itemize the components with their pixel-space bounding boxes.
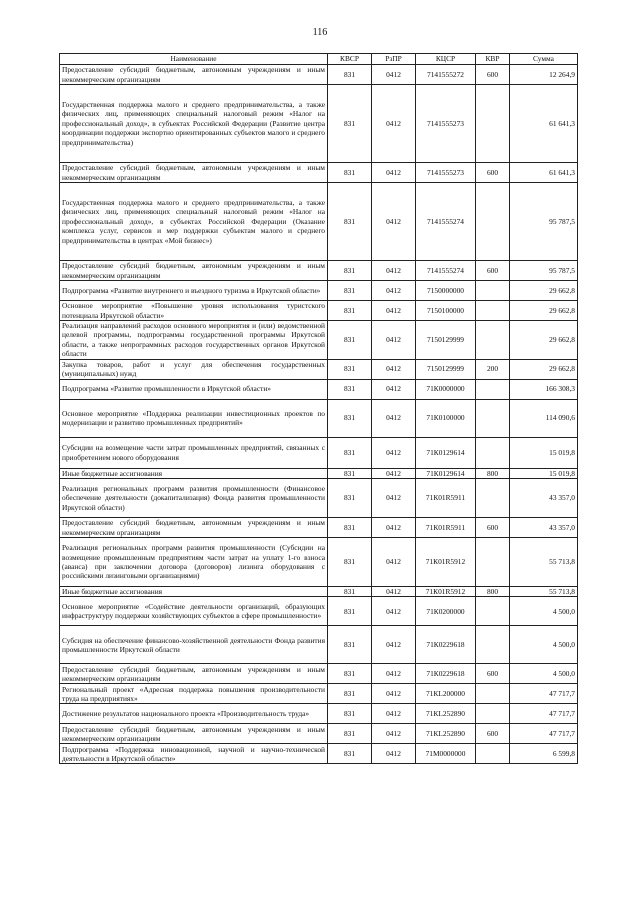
cell-kvsr: 831 [328,538,372,587]
cell-kcsr: 71КL252890 [416,724,476,744]
cell-kvsr: 831 [328,744,372,764]
cell-kvr: 600 [476,163,510,183]
cell-rzpr: 0412 [372,261,416,281]
cell-sum: 166 308,3 [510,379,578,399]
cell-sum: 15 019,8 [510,437,578,468]
cell-name: Подпрограмма «Развитие промышленности в Иркутской области» [60,379,328,399]
cell-sum: 95 787,5 [510,261,578,281]
cell-kvsr: 831 [328,321,372,360]
cell-kvr [476,399,510,437]
cell-kvsr: 831 [328,597,372,626]
cell-kvr: 200 [476,359,510,379]
cell-sum: 6 599,8 [510,744,578,764]
cell-kvr [476,626,510,664]
cell-sum: 12 264,9 [510,65,578,85]
cell-kcsr: 71К0129614 [416,437,476,468]
cell-rzpr: 0412 [372,359,416,379]
cell-name: Государственная поддержка малого и среднего предпринимательства, а также физических лиц, применяющих специальный налоговый режим «Налог на профессиональный доход», в субъектах Российской Федерации (Оказание комплекса услуг, сервисов и мер поддержки субъектам малого и среднего предпринимательства в центрах «Мой бизнес») [60,183,328,261]
cell-rzpr: 0412 [372,85,416,163]
cell-rzpr: 0412 [372,597,416,626]
cell-name: Предоставление субсидий бюджетным, автономным учреждениям и иным некоммерческим организациям [60,163,328,183]
cell-sum: 29 662,8 [510,301,578,321]
cell-rzpr: 0412 [372,587,416,597]
table-row [60,587,578,597]
cell-kcsr: 71К01R5912 [416,587,476,597]
table-row [60,468,578,478]
cell-rzpr: 0412 [372,399,416,437]
cell-rzpr: 0412 [372,468,416,478]
table-row [60,261,578,281]
cell-name: Основное мероприятие «Содействие деятельности организаций, образующих инфраструктуру поддержки хозяйствующих субъектов в сфере промышленности» [60,597,328,626]
cell-name: Реализация направлений расходов основного мероприятия и (или) ведомственной целевой программы, подпрограммы государственной программы Иркутской области, а также непрограммных расходов государственных органов Иркутской области [60,321,328,360]
table-row [60,479,578,518]
cell-sum: 47 717,7 [510,724,578,744]
table-row [60,518,578,538]
table-row [60,437,578,468]
cell-kcsr: 71К0229618 [416,626,476,664]
table-row [60,597,578,626]
cell-name: Основное мероприятие «Повышение уровня использования туристского потенциала Иркутской области» [60,301,328,321]
cell-kvsr: 831 [328,587,372,597]
cell-kvsr: 831 [328,704,372,724]
cell-kcsr: 7150000000 [416,281,476,301]
cell-kcsr: 71К0229618 [416,664,476,684]
cell-kvr: 600 [476,65,510,85]
cell-sum: 29 662,8 [510,321,578,360]
table-row [60,538,578,587]
table-row [60,379,578,399]
cell-kvsr: 831 [328,85,372,163]
cell-kcsr: 7141555273 [416,163,476,183]
cell-name: Субсидии на возмещение части затрат промышленных предприятий, связанных с приобретением нового оборудования [60,437,328,468]
cell-kvr: 800 [476,587,510,597]
cell-sum: 43 357,0 [510,479,578,518]
cell-name: Достижение результатов национального проекта «Производительность труда» [60,704,328,724]
table-row [60,626,578,664]
cell-name: Основное мероприятие «Поддержка реализации инвестиционных проектов по модернизации и развитию промышленных предприятий» [60,399,328,437]
cell-kvr: 600 [476,664,510,684]
cell-kcsr: 71М0000000 [416,744,476,764]
column-header-kvr: КВР [476,54,510,65]
table-row [60,704,578,724]
cell-kcsr: 71К0100000 [416,399,476,437]
cell-kvsr: 831 [328,301,372,321]
cell-name: Региональный проект «Адресная поддержка повышения производительности труда на предприятиях» [60,684,328,704]
cell-kcsr: 71К0200000 [416,597,476,626]
cell-name: Подпрограмма «Поддержка инновационной, научной и научно-технической деятельности в Иркутской области» [60,744,328,764]
cell-kvr [476,744,510,764]
table-row [60,65,578,85]
budget-table [59,53,578,764]
table-row [60,724,578,744]
cell-sum: 95 787,5 [510,183,578,261]
cell-kvsr: 831 [328,183,372,261]
cell-kcsr: 7150129999 [416,359,476,379]
table-row [60,85,578,163]
table-row [60,399,578,437]
cell-rzpr: 0412 [372,281,416,301]
cell-rzpr: 0412 [372,321,416,360]
cell-rzpr: 0412 [372,684,416,704]
table-row [60,359,578,379]
column-header-kvsr: КВСР [328,54,372,65]
cell-sum: 15 019,8 [510,468,578,478]
cell-kvsr: 831 [328,684,372,704]
cell-rzpr: 0412 [372,183,416,261]
table-row [60,163,578,183]
page-number: 116 [312,27,328,38]
cell-sum: 55 713,8 [510,538,578,587]
cell-sum: 29 662,8 [510,359,578,379]
cell-kvr [476,85,510,163]
cell-name: Предоставление субсидий бюджетным, автономным учреждениям и иным некоммерческим организациям [60,518,328,538]
cell-kcsr: 71КL252890 [416,704,476,724]
cell-name: Закупка товаров, работ и услуг для обеспечения государственных (муниципальных) нужд [60,359,328,379]
cell-sum: 43 357,0 [510,518,578,538]
table-row [60,321,578,360]
cell-kcsr: 71К01R5911 [416,479,476,518]
table-row [60,183,578,261]
cell-sum: 4 500,0 [510,664,578,684]
cell-sum: 29 662,8 [510,281,578,301]
cell-kvr [476,684,510,704]
cell-rzpr: 0412 [372,379,416,399]
cell-kvsr: 831 [328,468,372,478]
cell-rzpr: 0412 [372,65,416,85]
cell-name: Реализация региональных программ развития промышленности (Финансовое обеспечение деятельности (докапитализация) Фонда развития промышленности Иркутской области) [60,479,328,518]
cell-sum: 61 641,3 [510,163,578,183]
cell-sum: 114 090,6 [510,399,578,437]
cell-kcsr: 71К0129614 [416,468,476,478]
cell-kcsr: 7150100000 [416,301,476,321]
cell-sum: 4 500,0 [510,597,578,626]
cell-kcsr: 71К01R5912 [416,538,476,587]
cell-kvsr: 831 [328,261,372,281]
cell-kcsr: 7141555274 [416,183,476,261]
cell-kvr [476,379,510,399]
column-header-sum: Сумма [510,54,578,65]
cell-kvr: 600 [476,724,510,744]
cell-name: Подпрограмма «Развитие внутреннего и въездного туризма в Иркутской области» [60,281,328,301]
cell-kvsr: 831 [328,479,372,518]
cell-kvr [476,281,510,301]
cell-kvr [476,321,510,360]
cell-sum: 4 500,0 [510,626,578,664]
cell-rzpr: 0412 [372,518,416,538]
cell-name: Иные бюджетные ассигнования [60,587,328,597]
cell-kvsr: 831 [328,399,372,437]
cell-kvsr: 831 [328,664,372,684]
cell-rzpr: 0412 [372,163,416,183]
cell-rzpr: 0412 [372,626,416,664]
cell-name: Предоставление субсидий бюджетным, автономным учреждениям и иным некоммерческим организациям [60,664,328,684]
cell-kcsr: 7150129999 [416,321,476,360]
cell-kvr: 600 [476,261,510,281]
column-header-rzpr: РзПР [372,54,416,65]
cell-name: Субсидия на обеспечение финансово-хозяйственной деятельности Фонда развития промышленности Иркутской области [60,626,328,664]
cell-kvr [476,704,510,724]
cell-kcsr: 7141555273 [416,85,476,163]
cell-kvr [476,597,510,626]
cell-rzpr: 0412 [372,479,416,518]
cell-rzpr: 0412 [372,744,416,764]
table-header-row [60,54,578,65]
table-row [60,684,578,704]
cell-kvr [476,301,510,321]
table-row [60,301,578,321]
cell-rzpr: 0412 [372,664,416,684]
cell-name: Реализация региональных программ развития промышленности (Субсидии на возмещение промышленным предприятиям части затрат на уплату 1-го взноса (аванса) при заключении договора (договоров) лизинга оборудования с российскими лизинговыми организациями) [60,538,328,587]
cell-kvr [476,538,510,587]
table-row [60,281,578,301]
cell-kvr [476,437,510,468]
cell-kvsr: 831 [328,626,372,664]
cell-kvr: 600 [476,518,510,538]
cell-rzpr: 0412 [372,437,416,468]
cell-kvsr: 831 [328,437,372,468]
cell-kcsr: 7141555272 [416,65,476,85]
cell-kcsr: 71К0000000 [416,379,476,399]
table-body [60,65,578,764]
cell-name: Государственная поддержка малого и среднего предпринимательства, а также физических лиц, применяющих специальный налоговый режим «Налог на профессиональный доход», в субъектах Российской Федерации (Развитие центра координации поддержки экспортно ориентированных субъектов малого и среднего предпринимательства) [60,85,328,163]
cell-kvr: 800 [476,468,510,478]
cell-rzpr: 0412 [372,724,416,744]
cell-kvsr: 831 [328,281,372,301]
cell-kvsr: 831 [328,163,372,183]
cell-kvsr: 831 [328,724,372,744]
cell-name: Предоставление субсидий бюджетным, автономным учреждениям и иным некоммерческим организациям [60,261,328,281]
cell-rzpr: 0412 [372,301,416,321]
cell-kcsr: 7141555274 [416,261,476,281]
cell-sum: 47 717,7 [510,684,578,704]
cell-sum: 47 717,7 [510,704,578,724]
cell-kcsr: 71К01R5911 [416,518,476,538]
cell-kcsr: 71КL200000 [416,684,476,704]
cell-kvsr: 831 [328,65,372,85]
cell-name: Иные бюджетные ассигнования [60,468,328,478]
cell-rzpr: 0412 [372,538,416,587]
cell-name: Предоставление субсидий бюджетным, автономным учреждениям и иным некоммерческим организациям [60,65,328,85]
table-row [60,664,578,684]
cell-kvsr: 831 [328,379,372,399]
cell-rzpr: 0412 [372,704,416,724]
cell-kvr [476,183,510,261]
cell-kvsr: 831 [328,518,372,538]
column-header-name: Наименование [60,54,328,65]
table-row [60,744,578,764]
cell-sum: 61 641,3 [510,85,578,163]
cell-kvsr: 831 [328,359,372,379]
cell-kvr [476,479,510,518]
cell-name: Предоставление субсидий бюджетным, автономным учреждениям и иным некоммерческим организациям [60,724,328,744]
cell-sum: 55 713,8 [510,587,578,597]
column-header-kcsr: КЦСР [416,54,476,65]
